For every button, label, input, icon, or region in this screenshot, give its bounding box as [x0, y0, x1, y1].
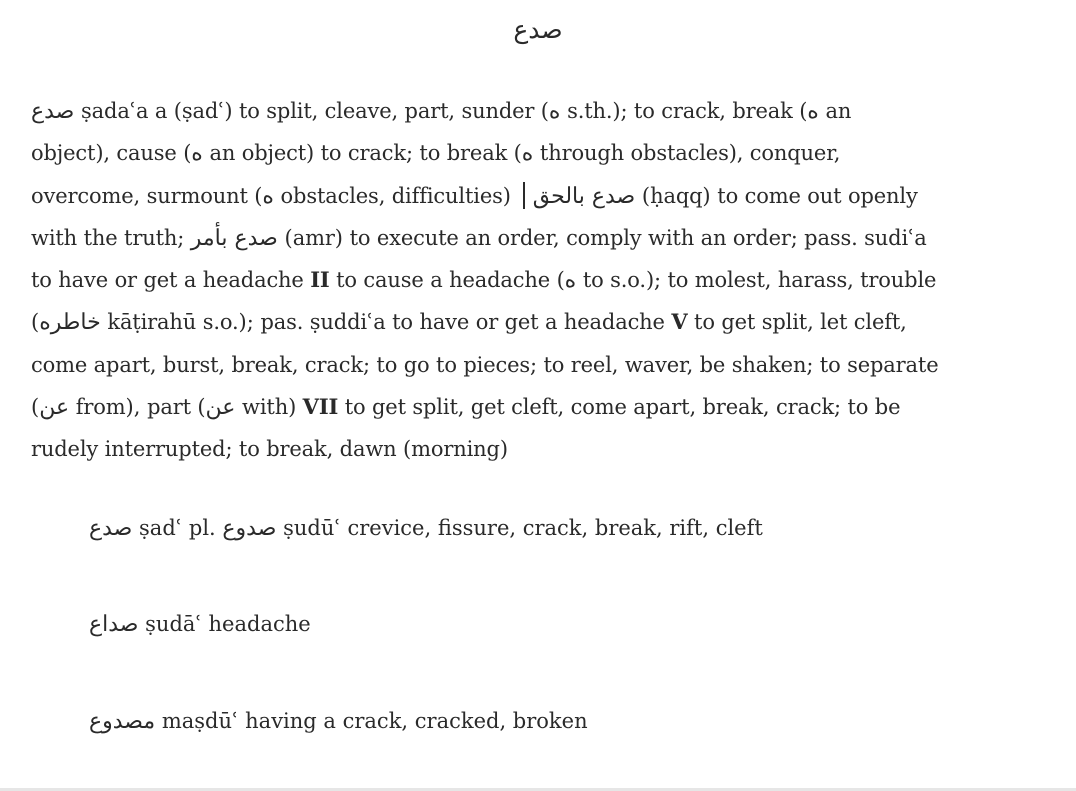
arabic-term: عن	[39, 395, 70, 421]
arabic-term: صدع بأمر	[190, 225, 278, 251]
definition-line	[31, 259, 1061, 301]
definition-text: with)	[235, 395, 303, 420]
definition-line	[31, 175, 1061, 217]
definition-text: to get split, get cleft, come apart, break, crack; to be	[338, 395, 901, 420]
arabic-term: ه	[807, 99, 819, 124]
definition-line	[31, 132, 1061, 174]
definition-text: object), cause (	[31, 141, 192, 166]
sub-entry-masdu	[89, 701, 588, 742]
verb-form-numeral: VII	[302, 394, 339, 420]
definition-line	[31, 217, 1061, 259]
definition-text: ṣadʿ pl.	[132, 516, 223, 540]
definition-text: from), part (	[69, 395, 206, 420]
definition-text: to s.o.); to molest, harass, trouble	[576, 268, 937, 293]
definition-text: obstacles, difficulties)	[273, 183, 518, 208]
definition-text: kāṭirahū s.o.); pas. ṣuddiʿa to have or get a headache	[100, 310, 672, 335]
verb-form-numeral: II	[310, 267, 330, 293]
definition-line	[31, 301, 1061, 343]
separator-bar	[523, 182, 525, 209]
arabic-term: خاطره	[39, 310, 101, 336]
arabic-term: صدع	[89, 516, 133, 541]
arabic-term: صداع	[89, 612, 139, 637]
definition-text: through obstacles), conquer,	[533, 141, 841, 166]
definition-text: an	[818, 99, 852, 123]
definition-text: to get split, let cleft,	[687, 310, 907, 335]
verb-form-numeral: V	[671, 309, 688, 335]
arabic-term: ه	[191, 141, 203, 167]
main-definition	[31, 90, 1061, 471]
definition-text: ṣudāʿ headache	[138, 612, 311, 636]
definition-text: s.th.); to crack, break (	[560, 99, 808, 123]
definition-text: ṣadaʿa a (ṣadʿ) to split, cleave, part, sunder (	[74, 99, 549, 123]
entry-heading: صدع	[513, 15, 563, 44]
sub-entry-suda	[89, 604, 311, 645]
definition-text: rudely interrupted; to break, dawn (morning)	[31, 437, 508, 462]
definition-line	[31, 428, 1061, 470]
definition-text: (amr) to execute an order, comply with an order; pass. sudiʿa	[277, 225, 927, 250]
definition-text: with the truth;	[31, 225, 191, 250]
arabic-term: صدوع	[222, 516, 277, 541]
definition-line	[31, 386, 1061, 428]
arabic-term: ه	[548, 99, 561, 124]
sub-entry-sad	[89, 508, 763, 549]
definition-line	[31, 344, 1061, 386]
definition-text: to have or get a headache	[31, 268, 311, 293]
definition-text: come apart, burst, break, crack; to go to pieces; to reel, waver, be shaken; to separate	[31, 352, 939, 377]
arabic-term: ه	[262, 183, 274, 209]
arabic-term: ه	[564, 268, 577, 294]
definition-text: (	[31, 310, 40, 335]
definition-text: to cause a headache (	[329, 268, 565, 293]
definition-text: overcome, surmount (	[31, 183, 263, 208]
definition-text: (ḥaqq) to come out openly	[635, 183, 918, 208]
definition-text: (	[31, 395, 40, 420]
arabic-term: ه	[521, 141, 534, 167]
definition-text: maṣdūʿ having a crack, cracked, broken	[155, 709, 588, 733]
arabic-term: مصدوع	[89, 709, 156, 734]
arabic-term: عن	[205, 395, 236, 421]
definition-line	[31, 90, 1061, 132]
arabic-term: صدع بالحق	[532, 183, 636, 209]
definition-text: an object) to crack; to break (	[202, 141, 522, 166]
definition-text: ṣudūʿ crevice, fissure, crack, break, rift, cleft	[276, 516, 763, 540]
arabic-term: صدع	[31, 99, 75, 124]
